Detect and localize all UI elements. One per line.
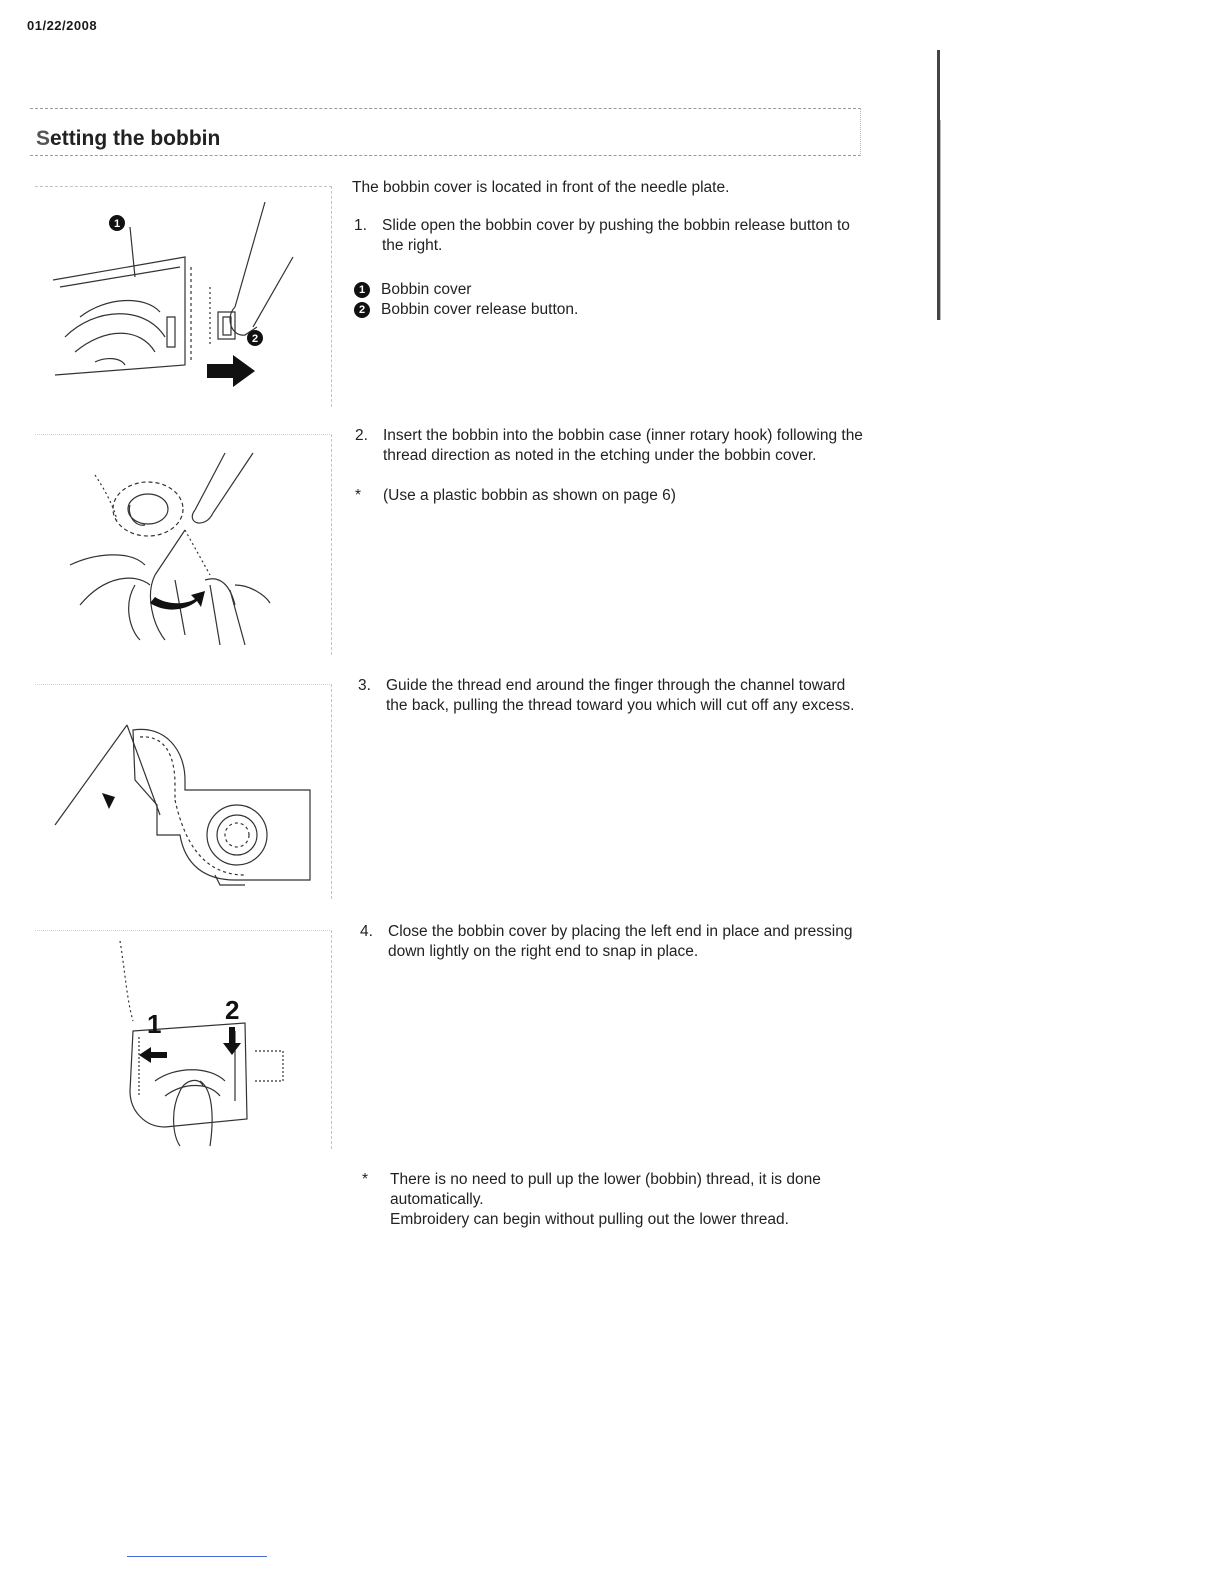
step-2-note — [355, 486, 865, 508]
marker-1-label: 1 — [113, 218, 121, 230]
step-1-label: 1 — [147, 1009, 162, 1039]
arrow-left-icon — [139, 1047, 167, 1063]
step-4 — [360, 922, 870, 966]
step-text: Close the bobbin cover by placing the left end in place and pressing down lightly on the right end to snap in place. — [388, 923, 853, 960]
marker-2-icon: 2 — [354, 302, 370, 318]
step-number: 3. — [358, 677, 371, 694]
arrow-right-icon — [207, 355, 255, 387]
intro-text: The bobbin cover is located in front of the needle plate. — [352, 179, 730, 196]
step-2 — [355, 426, 865, 490]
step-3 — [358, 676, 868, 740]
step-text: Slide open the bobbin cover by pushing the bobbin release button to the right. — [382, 217, 850, 254]
figure-guide-thread — [35, 684, 332, 899]
final-note — [362, 1170, 872, 1234]
legend-label: Bobbin cover — [381, 281, 472, 298]
note-text: (Use a plastic bobbin as shown on page 6) — [383, 487, 676, 504]
step-number: 4. — [360, 923, 373, 940]
marker-1-icon: 1 — [354, 282, 370, 298]
figure-insert-bobbin — [35, 434, 332, 655]
section-header — [30, 108, 861, 156]
note-text: There is no need to pull up the lower (bobbin) thread, it is done automatically. Embroidery can begin without pulling out the lower thread. — [390, 1171, 821, 1228]
pull-arrow-icon — [102, 793, 115, 809]
scan-edge-mark-faint — [940, 120, 941, 320]
note-marker: * — [362, 1171, 369, 1188]
note-marker: * — [355, 487, 362, 504]
figure-close-bobbin-cover — [35, 930, 332, 1149]
step-text: Insert the bobbin into the bobbin case (inner rotary hook) following the thread direction as noted in the etching under the bobbin cover. — [383, 427, 863, 464]
legend — [354, 280, 854, 324]
step-number: 2. — [355, 427, 368, 444]
step-2-label: 2 — [225, 995, 240, 1025]
footer-rule — [127, 1556, 267, 1557]
marker-2-label: 2 — [251, 333, 259, 345]
step-number: 1. — [354, 217, 367, 234]
step-1 — [354, 216, 864, 260]
figure-open-bobbin-cover — [35, 186, 332, 407]
legend-label: Bobbin cover release button. — [381, 301, 579, 318]
arrow-down-icon — [223, 1027, 241, 1055]
section-title: Setting the bobbin — [36, 127, 221, 150]
step-text: Guide the thread end around the finger through the channel toward the back, pulling the thread toward you which will cut off any excess. — [386, 677, 855, 714]
document-date: 01/22/2008 — [27, 18, 98, 33]
